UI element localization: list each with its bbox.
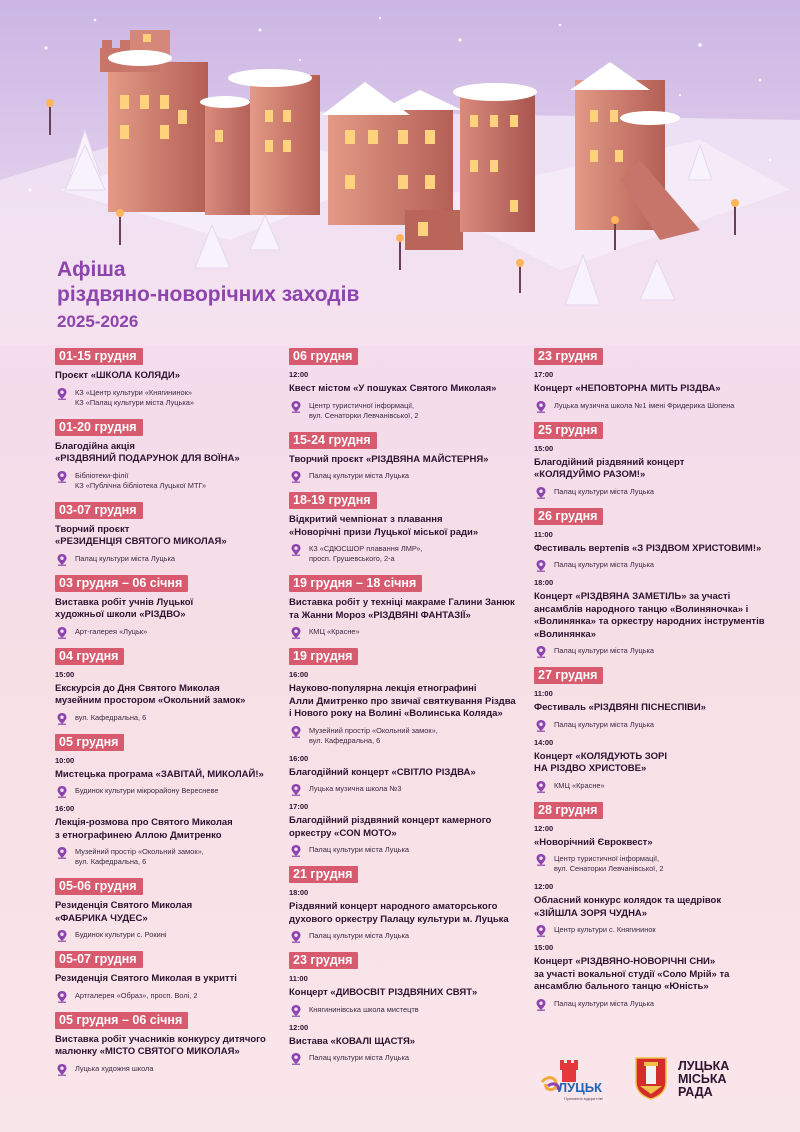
event-location-text: КМЦ «Красне» — [309, 627, 360, 636]
event-location — [55, 847, 270, 867]
date-badge: 27 грудня — [534, 667, 603, 684]
event-location — [534, 401, 769, 411]
event-name: Благодійний різдвяний концерт камерного оркестру «CON MOTO» — [289, 815, 492, 839]
event-location — [289, 726, 519, 746]
event-time: 14:00 — [534, 737, 554, 747]
event-time: 16:00 — [55, 804, 75, 813]
location-pin-icon — [291, 627, 301, 639]
location-pin-icon — [536, 854, 546, 866]
location-pin-icon — [291, 726, 301, 738]
location-pin-icon — [536, 720, 546, 732]
event-name: Виставка робіт у техніці макраме Галини Занюк та Жанни Мороз «РІЗДВЯНІ ФАНТАЗІЇ» — [289, 597, 515, 621]
lutsk-logo-text: ЛУЦЬК — [558, 1080, 602, 1095]
event-name: Концерт «НЕПОВТОРНА МИТЬ РІЗДВА» — [534, 383, 721, 394]
event-time: 11:00 — [289, 974, 308, 983]
lutsk-logo-slogan: Приємних відкриттів! — [564, 1096, 604, 1101]
date-group — [289, 951, 519, 1063]
event-time: 17:00 — [534, 370, 554, 379]
event-location-text: Артгалерея «Образ», просп. Волі, 2 — [75, 990, 198, 1000]
event-location-text: Палац культури міста Луцька — [309, 1053, 410, 1062]
date-badge: 03-07 грудня — [55, 502, 143, 519]
event-name: Концерт «КОЛЯДУЮТЬ ЗОРІ НА РІЗДВО ХРИСТОВЕ» — [534, 750, 667, 774]
location-pin-icon — [536, 487, 546, 499]
date-badge: 18-19 грудня — [289, 492, 377, 509]
event-location-text: Бібліотеки-філії КЗ «Публічна бібліотека Луцької МТГ» — [75, 470, 207, 490]
footer-logos — [538, 1052, 788, 1112]
location-pin-icon — [57, 847, 67, 859]
event-name: Резиденція Святого Миколая «ФАБРИКА ЧУДЕС» — [55, 900, 193, 924]
date-group — [55, 647, 270, 723]
events-column-2 — [289, 347, 519, 1073]
event-location — [534, 999, 769, 1009]
location-pin-icon — [57, 713, 67, 725]
event-location — [289, 845, 519, 855]
event-name: Науково-популярна лекція етнографині Алли Дмитренко про звичаї святкування Різдва і Нового року на Волині «Волинська Коляда» — [289, 683, 516, 719]
city-council-name: ЛУЦЬКА МІСЬКА РАДА — [678, 1059, 730, 1099]
event-location-text: Арт-галерея «Луцьк» — [75, 626, 148, 636]
date-group — [534, 666, 769, 791]
date-group — [289, 347, 519, 421]
event-item — [289, 888, 519, 941]
event-name: Різдвяний концерт народного аматорського духового оркестру Палацу культури м. Луцька — [289, 901, 509, 925]
event-location-text: Княгининівська школа мистецтв — [309, 1004, 419, 1014]
date-badge: 01-20 грудня — [55, 419, 143, 436]
event-item — [289, 754, 519, 795]
date-badge: 19 грудня – 18 січня — [289, 575, 422, 592]
location-pin-icon — [57, 554, 67, 566]
event-item — [289, 370, 519, 421]
date-badge: 15-24 грудня — [289, 432, 377, 449]
event-location — [534, 854, 769, 874]
event-location — [55, 713, 270, 723]
event-location-text: Палац культури міста Луцька — [309, 845, 410, 854]
event-location — [289, 1053, 519, 1063]
location-pin-icon — [291, 845, 301, 857]
event-item — [55, 756, 270, 797]
event-location — [534, 781, 769, 791]
event-location-text: Палац культури міста Луцька — [554, 560, 655, 569]
event-location — [55, 471, 270, 491]
event-location-text: КМЦ «Красне» — [554, 780, 605, 790]
events-column-1 — [55, 347, 270, 1084]
date-group — [289, 865, 519, 941]
location-pin-icon — [291, 471, 301, 483]
event-location-text: Луцька музична школа №1 імені Фридерика Шопена — [554, 400, 735, 410]
event-item — [534, 578, 769, 656]
date-group — [55, 733, 270, 868]
event-location — [55, 627, 270, 637]
lutsk-city-logo — [538, 1052, 618, 1104]
event-name: Концерт «РІЗДВЯНА ЗАМЕТІЛЬ» за участі ансамблів народного танцю «Волиняночка» і «Волинянка» та оркестру народних інструментів «Волинянка» — [534, 591, 765, 640]
event-location — [534, 925, 769, 935]
date-badge: 06 грудня — [289, 348, 358, 365]
event-location — [289, 544, 519, 564]
location-pin-icon — [291, 931, 301, 943]
event-location-text: Палац культури міста Луцька — [554, 719, 655, 729]
date-group — [534, 801, 769, 1009]
date-group — [55, 501, 270, 564]
event-location — [55, 786, 270, 796]
event-location — [55, 388, 270, 408]
event-name: Лекція-розмова про Святого Миколая з етнографинею Аллою Дмитренко — [55, 817, 233, 841]
event-time: 15:00 — [55, 669, 75, 679]
event-time: 17:00 — [289, 802, 309, 811]
event-item — [55, 370, 270, 408]
date-badge: 01-15 грудня — [55, 348, 143, 365]
event-item — [534, 824, 769, 875]
event-name: Благодійний різдвяний концерт «КОЛЯДУЙМО РАЗОМ!» — [534, 456, 685, 480]
date-group — [289, 647, 519, 855]
location-pin-icon — [57, 471, 67, 483]
event-item — [534, 370, 769, 411]
event-time: 16:00 — [289, 670, 309, 679]
date-badge: 04 грудня — [55, 648, 124, 665]
event-name: Виставка робіт учасників конкурсу дитячого малюнку «МІСТО СВЯТОГО МИКОЛАЯ» — [55, 1033, 266, 1057]
event-time: 12:00 — [289, 1022, 309, 1032]
coat-of-arms-icon — [634, 1056, 668, 1100]
event-item — [534, 882, 769, 935]
event-time: 15:00 — [534, 443, 554, 453]
date-group — [534, 507, 769, 657]
event-name: Концерт «ДИВОСВІТ РІЗДВЯНИХ СВЯТ» — [289, 987, 478, 998]
date-badge: 25 грудня — [534, 422, 603, 439]
event-time: 12:00 — [534, 882, 554, 891]
date-group — [55, 418, 270, 491]
event-item — [289, 670, 519, 746]
event-name: Благодійна акція «РІЗДВЯНИЙ ПОДАРУНОК ДЛЯ ВОЇНА» — [55, 440, 240, 464]
date-group — [534, 421, 769, 497]
event-location — [289, 931, 519, 941]
event-time: 12:00 — [534, 823, 554, 833]
location-pin-icon — [57, 627, 67, 639]
event-location — [55, 1064, 270, 1074]
location-pin-icon — [536, 999, 546, 1011]
event-item — [55, 1034, 270, 1074]
location-pin-icon — [291, 1005, 301, 1017]
event-item — [289, 597, 519, 637]
event-name: Квест містом «У пошуках Святого Миколая» — [289, 383, 497, 394]
title-line-1: Афіша — [57, 258, 126, 281]
event-time: 16:00 — [289, 753, 309, 763]
event-location-text: Луцька художня школа — [75, 1063, 154, 1073]
date-group — [55, 347, 270, 408]
event-name: Вистава «КОВАЛІ ЩАСТЯ» — [289, 1035, 416, 1047]
event-location-text: Будинок культури мікрорайону Вересневе — [75, 786, 219, 795]
event-location-text: Палац культури міста Луцька — [75, 553, 176, 563]
event-location — [534, 487, 769, 497]
event-name: Проєкт «ШКОЛА КОЛЯДИ» — [55, 370, 180, 381]
date-badge: 03 грудня – 06 січня — [55, 575, 188, 592]
event-time: 11:00 — [534, 529, 553, 539]
event-location-text: Луцька музична школа №3 — [309, 784, 402, 793]
event-item — [55, 804, 270, 867]
event-item — [534, 444, 769, 497]
event-location — [55, 991, 270, 1001]
location-pin-icon — [536, 401, 546, 413]
event-name: Мистецька програма «ЗАВІТАЙ, МИКОЛАЙ!» — [55, 768, 264, 780]
location-pin-icon — [536, 781, 546, 793]
event-location — [289, 784, 519, 794]
event-item — [289, 802, 519, 855]
event-location-text: Центр туристичної інформації, вул. Сенаторки Левчанівської, 2 — [554, 854, 664, 873]
event-item — [534, 738, 769, 791]
event-time: 12:00 — [289, 370, 309, 379]
date-badge: 28 грудня — [534, 802, 603, 819]
event-name: Благодійний концерт «СВІТЛО РІЗДВА» — [289, 766, 476, 778]
event-item — [55, 597, 270, 637]
event-location-text: Палац культури міста Луцька — [554, 646, 655, 655]
date-badge: 05 грудня – 06 січня — [55, 1012, 188, 1029]
location-pin-icon — [57, 991, 67, 1003]
events-column-3 — [534, 347, 769, 1019]
event-item — [55, 973, 270, 1001]
title-year: 2025-2026 — [57, 312, 139, 331]
event-item — [289, 454, 519, 482]
date-badge: 19 грудня — [289, 648, 358, 665]
location-pin-icon — [536, 646, 546, 658]
event-name: «Новорічний Євроквест» — [534, 836, 653, 848]
location-pin-icon — [536, 560, 546, 572]
event-name: Концерт «РІЗДВЯНО-НОВОРІЧНІ СНИ» за участі вокальної студії «Соло Мрій» та ансамблю бального танцю «Юність» — [534, 956, 730, 992]
location-pin-icon — [291, 784, 301, 796]
date-group — [534, 347, 769, 411]
event-item — [55, 900, 270, 940]
event-name: Резиденція Святого Миколая в укритті — [55, 973, 237, 984]
event-location — [534, 720, 769, 730]
date-group — [289, 491, 519, 564]
event-name: Виставка робіт учнів Луцької художньої школи «РІЗДВО» — [55, 596, 194, 620]
event-location — [289, 471, 519, 481]
date-group — [55, 950, 270, 1001]
location-pin-icon — [291, 544, 301, 556]
event-location — [534, 646, 769, 656]
event-item — [55, 524, 270, 564]
date-badge: 05-07 грудня — [55, 951, 143, 968]
date-group — [55, 1011, 270, 1074]
event-location-text: Музейний простір «Окольний замок», вул. Кафедральна, 6 — [309, 725, 438, 745]
event-location — [289, 401, 519, 421]
event-item — [55, 441, 270, 491]
location-pin-icon — [57, 930, 67, 942]
event-location-text: Музейний простір «Окольний замок», вул. Кафедральна, 6 — [75, 847, 204, 866]
date-group — [55, 877, 270, 940]
poster-title — [57, 257, 359, 333]
date-badge: 05 грудня — [55, 734, 124, 751]
date-badge: 26 грудня — [534, 508, 603, 525]
event-location-text: КЗ «Центр культури «Княгининок» КЗ «Палац культури міста Луцька» — [75, 387, 195, 407]
event-location-text: Палац культури міста Луцька — [309, 931, 410, 940]
location-pin-icon — [57, 1064, 67, 1076]
date-badge: 05-06 грудня — [55, 878, 143, 895]
date-group — [55, 574, 270, 637]
event-location-text: Палац культури міста Луцька — [309, 471, 410, 480]
date-group — [289, 431, 519, 482]
event-location-text: Центр туристичної інформації, вул. Сенаторки Левчанівської, 2 — [309, 400, 419, 420]
event-name: Творчий проєкт «РІЗДВЯНА МАЙСТЕРНЯ» — [289, 453, 489, 465]
event-name: Творчий проєкт «РЕЗИДЕНЦІЯ СВЯТОГО МИКОЛАЯ» — [55, 523, 227, 547]
event-time: 11:00 — [534, 689, 553, 698]
location-pin-icon — [291, 1053, 301, 1065]
event-item — [534, 943, 769, 1009]
event-name: Екскурсія до Дня Святого Миколая музейним простором «Окольний замок» — [55, 682, 246, 706]
date-badge: 23 грудня — [289, 952, 358, 969]
event-location-text: вул. Кафедральна, 6 — [75, 712, 147, 722]
date-group — [289, 574, 519, 637]
event-location — [55, 554, 270, 564]
event-item — [289, 974, 519, 1015]
event-name: Відкритий чемпіонат з плавання «Новорічні призи Луцької міської ради» — [289, 514, 479, 538]
event-location-text: Палац культури міста Луцька — [554, 486, 655, 496]
event-location-text: КЗ «СДЮСШОР плавання ЛМР», просп. Грушевського, 2-а — [309, 544, 423, 563]
date-badge: 21 грудня — [289, 866, 358, 883]
location-pin-icon — [291, 401, 301, 413]
event-time: 15:00 — [534, 943, 554, 952]
location-pin-icon — [57, 388, 67, 400]
event-item — [55, 670, 270, 723]
event-name: Фестиваль «РІЗДВЯНІ ПІСНЕСПІВИ» — [534, 702, 706, 713]
event-time: 18:00 — [534, 578, 554, 587]
event-location — [534, 560, 769, 570]
event-location-text: Центр культури с. Княгининок — [554, 925, 656, 934]
location-pin-icon — [536, 925, 546, 937]
event-name: Фестиваль вертепів «З РІЗДВОМ ХРИСТОВИМ!» — [534, 542, 762, 554]
event-name: Обласний конкурс колядок та щедрівок «ЗІЙШЛА ЗОРЯ ЧУДНА» — [534, 895, 722, 919]
event-location-text: Палац культури міста Луцька — [554, 998, 655, 1008]
location-pin-icon — [57, 786, 67, 798]
date-badge: 23 грудня — [534, 348, 603, 365]
event-time: 10:00 — [55, 755, 75, 765]
event-location-text: Будинок культури с. Рокині — [75, 930, 167, 939]
event-location — [289, 1005, 519, 1015]
event-item — [289, 514, 519, 564]
title-line-2: різдвяно-новорічних заходів — [57, 283, 360, 306]
event-item — [534, 530, 769, 571]
event-location — [55, 930, 270, 940]
event-location — [289, 627, 519, 637]
event-time: 18:00 — [289, 888, 309, 897]
event-item — [289, 1023, 519, 1064]
event-item — [534, 689, 769, 730]
